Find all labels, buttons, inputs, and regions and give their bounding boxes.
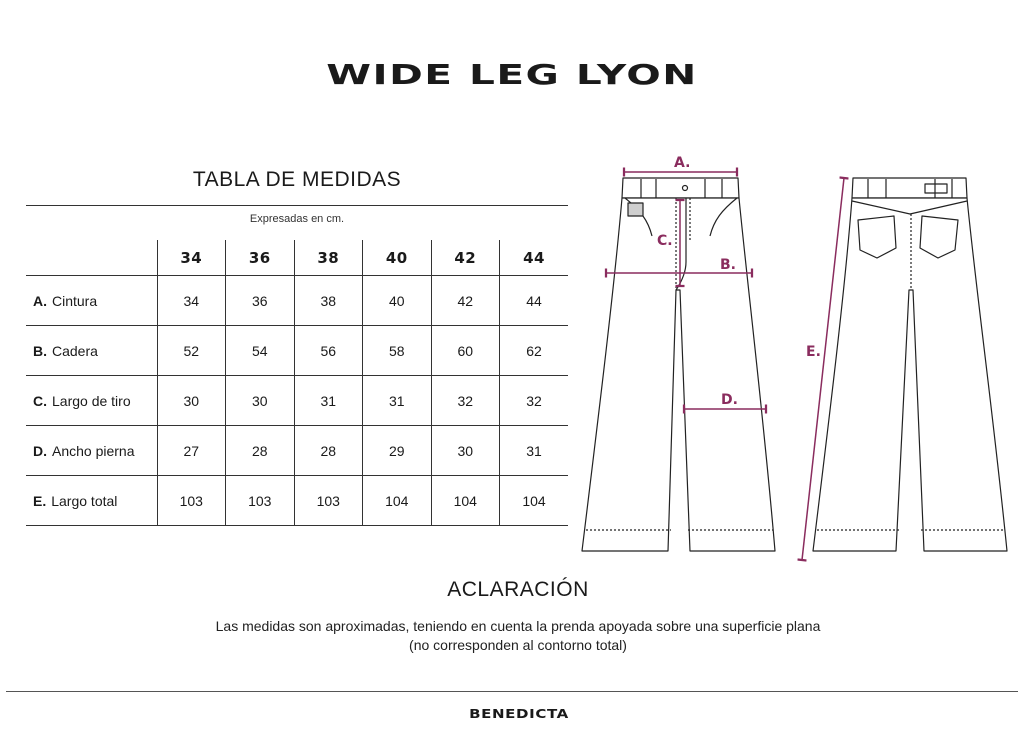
size-header: 34 xyxy=(157,240,226,276)
measure-label-d: D. xyxy=(721,392,738,408)
page-title: WIDE LEG LYON xyxy=(326,58,698,91)
measure-label-c: C. xyxy=(657,233,673,249)
measure-label-b: B. xyxy=(720,257,736,273)
aclaracion-title: ACLARACIÓN xyxy=(447,578,589,601)
aclaracion-line-2: (no corresponden al contorno total) xyxy=(409,637,627,653)
table-cell: 32 xyxy=(500,376,569,426)
table-cell: 38 xyxy=(294,276,363,326)
table-cell: 54 xyxy=(226,326,295,376)
table-cell: 31 xyxy=(363,376,432,426)
table-cell: 60 xyxy=(431,326,500,376)
measure-label-a: A. xyxy=(674,155,691,171)
table-cell: 56 xyxy=(294,326,363,376)
brand-logo: BENEDICTA xyxy=(469,707,569,721)
table-cell: 42 xyxy=(431,276,500,326)
row-letter: A. xyxy=(33,292,47,309)
size-header: 44 xyxy=(500,240,569,276)
size-header: 40 xyxy=(363,240,432,276)
table-cell: 104 xyxy=(500,476,569,526)
table-cell: 103 xyxy=(226,476,295,526)
table-cell: 104 xyxy=(363,476,432,526)
table-cell: 62 xyxy=(500,326,569,376)
row-letter: B. xyxy=(33,342,47,359)
size-header: 36 xyxy=(226,240,295,276)
table-cell: 40 xyxy=(363,276,432,326)
row-letter: D. xyxy=(33,442,47,459)
table-cell: 44 xyxy=(500,276,569,326)
table-cell: 103 xyxy=(294,476,363,526)
table-cell: 28 xyxy=(226,426,295,476)
size-header: 42 xyxy=(431,240,500,276)
row-letter: C. xyxy=(33,392,47,409)
table-cell: 29 xyxy=(363,426,432,476)
table-cell: 27 xyxy=(157,426,226,476)
table-title: TABLA DE MEDIDAS xyxy=(192,168,402,191)
back-jeans-drawing xyxy=(813,178,1007,551)
row-name: Largo total xyxy=(51,492,118,509)
aclaracion-note xyxy=(120,617,916,655)
table-cell: 36 xyxy=(226,276,295,326)
row-name: Cadera xyxy=(52,342,98,359)
footer-rule xyxy=(6,691,1018,692)
table-cell: 31 xyxy=(294,376,363,426)
table-subtitle: Expresadas en cm. xyxy=(249,213,345,225)
table-cell: 52 xyxy=(157,326,226,376)
size-header: 38 xyxy=(294,240,363,276)
row-name: Cintura xyxy=(52,292,98,309)
table-cell: 30 xyxy=(157,376,226,426)
table-cell: 30 xyxy=(431,426,500,476)
table-cell: 28 xyxy=(294,426,363,476)
front-jeans-drawing xyxy=(582,178,775,551)
table-cell: 103 xyxy=(157,476,226,526)
measure-label-e: E. xyxy=(806,344,821,360)
row-name: Ancho pierna xyxy=(52,442,135,459)
table-cell: 30 xyxy=(226,376,295,426)
table-cell: 34 xyxy=(157,276,226,326)
aclaracion-line-1: Las medidas son aproximadas, teniendo en cuenta la prenda apoyada sobre una superficie plana xyxy=(215,618,821,634)
table-cell: 58 xyxy=(363,326,432,376)
table-cell: 104 xyxy=(431,476,500,526)
row-letter: E. xyxy=(33,492,47,509)
table-cell: 32 xyxy=(431,376,500,426)
row-name: Largo de tiro xyxy=(52,392,131,409)
table-cell: 31 xyxy=(500,426,569,476)
